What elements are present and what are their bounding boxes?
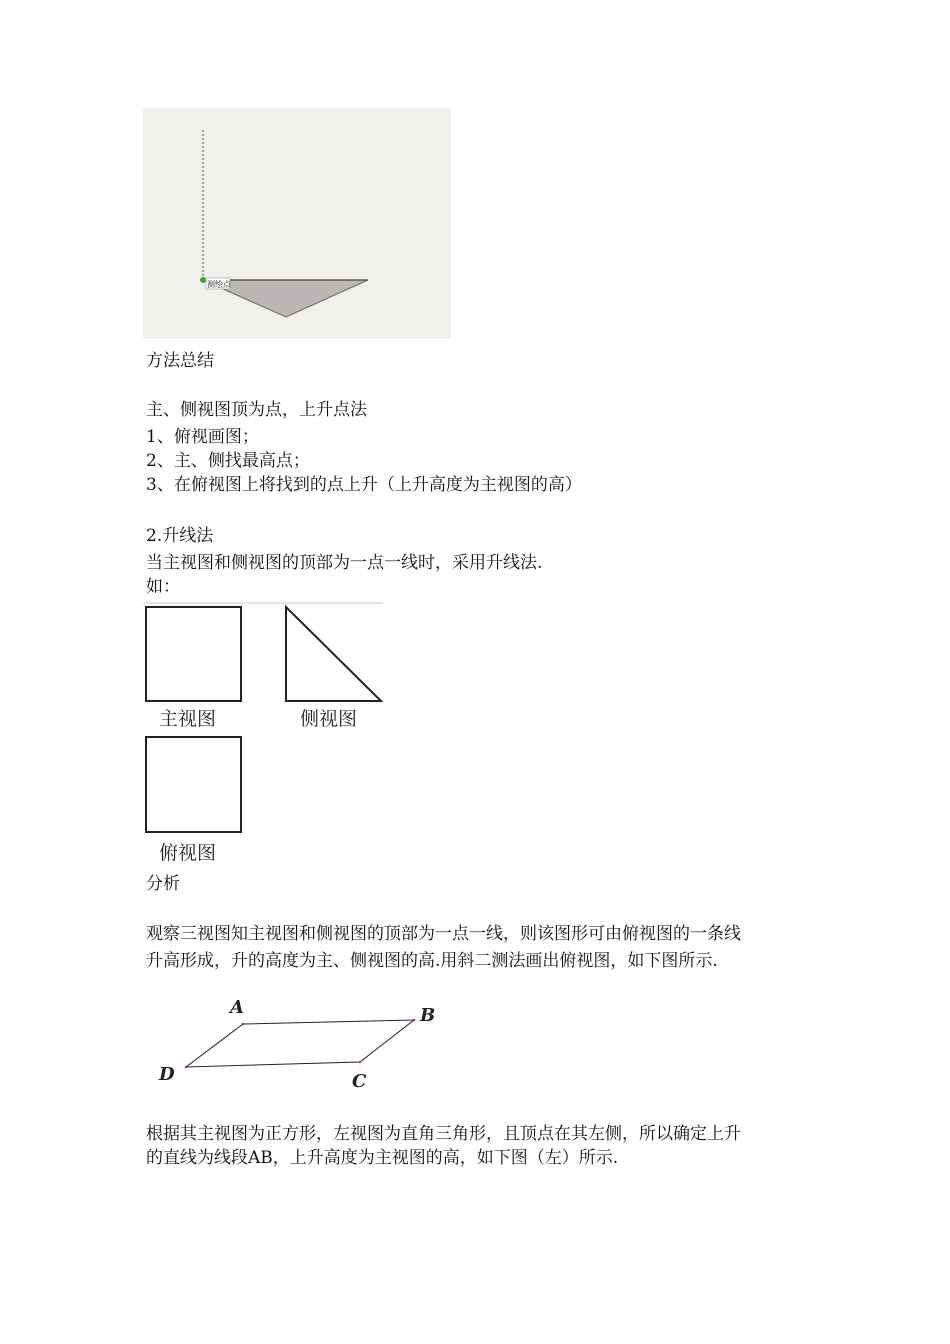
vertex-a xyxy=(242,1023,245,1026)
label-b: B xyxy=(420,1005,436,1026)
conclusion-line-1: 根据其主视图为正方形，左视图为直角三角形，且顶点在其左侧，所以确定上升 xyxy=(146,1124,741,1144)
analysis-heading: 分析 xyxy=(146,874,180,894)
step-2: 2、主、侧找最高点； xyxy=(146,451,310,471)
label-c: C xyxy=(352,1071,367,1092)
front-view-label: 主视图 xyxy=(159,708,217,730)
rising-point-figure xyxy=(143,108,451,339)
method-summary-heading: 方法总结 xyxy=(146,351,214,371)
rule-line: 主、侧视图顶为点，上升点法 xyxy=(146,400,367,420)
section-title: 2.升线法 xyxy=(146,526,214,546)
three-views-figure xyxy=(143,602,383,864)
step-3: 3、在俯视图上将找到的点上升（上升高度为主视图的高） xyxy=(146,475,582,495)
vertex-c xyxy=(359,1061,362,1064)
label-a: A xyxy=(230,997,244,1018)
side-view-label: 侧视图 xyxy=(300,708,358,730)
parallelogram-abcd xyxy=(186,1020,414,1067)
parallelogram-figure xyxy=(150,990,450,1095)
section-description: 当主视图和侧视图的顶部为一点一线时，采用升线法. xyxy=(146,553,543,573)
vertex-d xyxy=(185,1066,188,1069)
top-view-label: 俯视图 xyxy=(159,842,217,864)
point-marker xyxy=(200,277,206,283)
step-1: 1、俯视画图； xyxy=(146,427,259,447)
point-label: 测绘点 xyxy=(207,280,231,289)
conclusion-line-2: 的直线为线段AB，上升高度为主视图的高，如下图（左）所示. xyxy=(146,1148,619,1168)
analysis-line-2: 升高形成，升的高度为主、侧视图的高.用斜二测法画出俯视图，如下图所示. xyxy=(146,951,718,971)
vertex-b xyxy=(413,1019,416,1022)
analysis-line-1: 观察三视图知主视图和侧视图的顶部为一点一线，则该图形可由俯视图的一条线 xyxy=(146,924,741,944)
example-intro: 如： xyxy=(146,577,180,597)
label-d: D xyxy=(159,1064,175,1085)
